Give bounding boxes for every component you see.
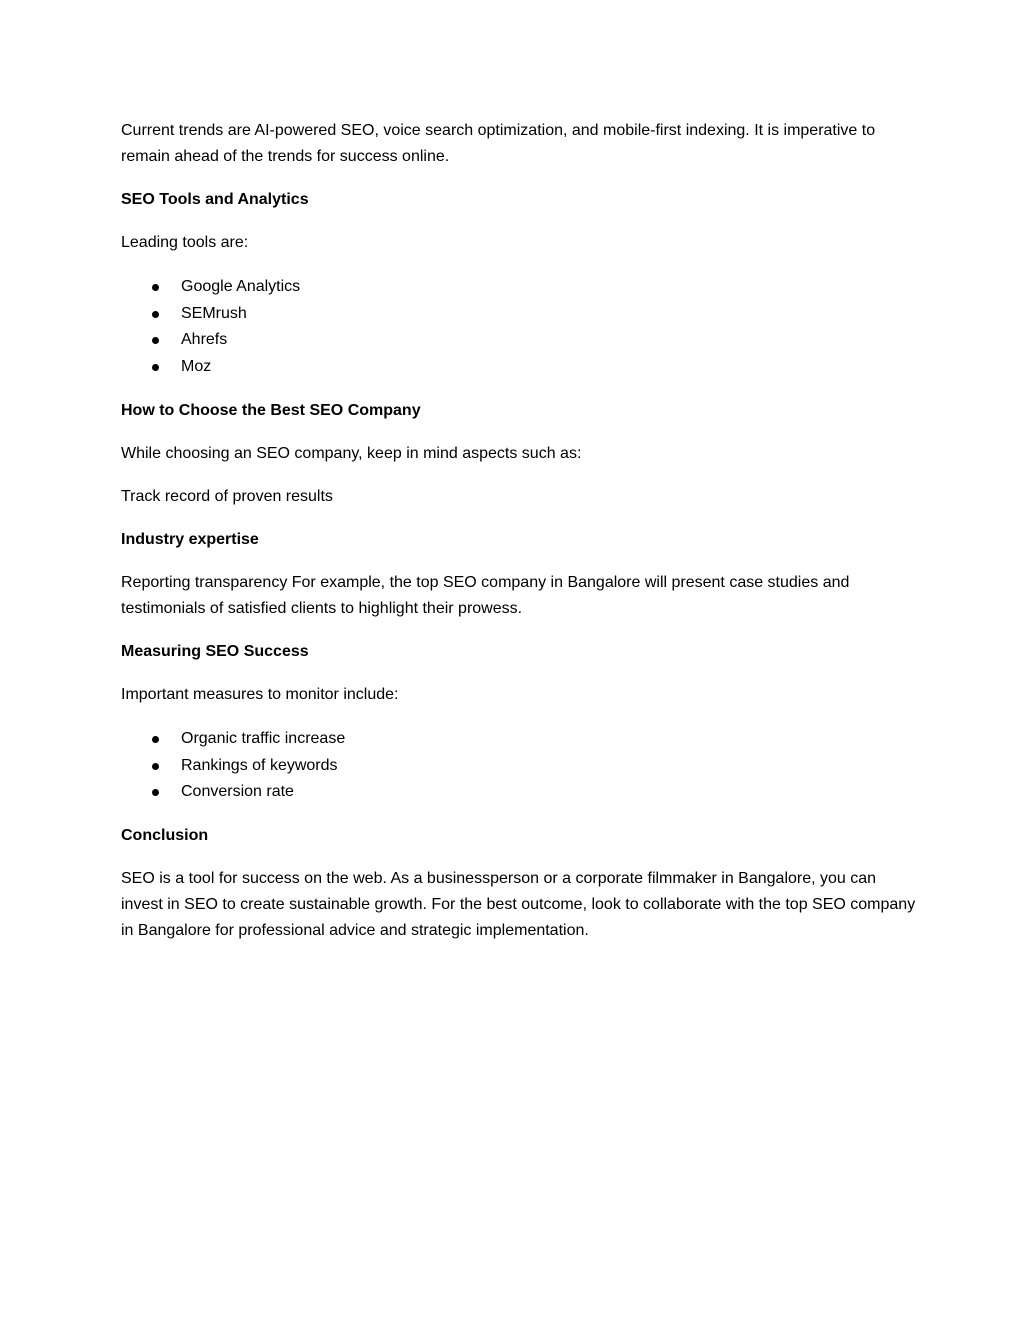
measures-list <box>121 726 921 806</box>
bullet-icon <box>152 789 159 796</box>
list-item <box>121 301 921 328</box>
list-item-label: Google Analytics <box>181 278 301 295</box>
list-item-label: Conversion rate <box>181 783 294 801</box>
list-item-label: Ahrefs <box>181 331 228 349</box>
list-item <box>121 354 921 381</box>
reporting-paragraph: Reporting transparency For example, the top SEO company in Bangalore will present case studies and testimonials of satisfied clients to highlight their prowess. <box>121 573 850 617</box>
list-item <box>121 726 921 753</box>
tools-heading: SEO Tools and Analytics <box>121 191 309 208</box>
list-item-label: Organic traffic increase <box>181 729 346 747</box>
list-item <box>121 274 921 301</box>
tools-list <box>121 274 921 381</box>
bullet-icon <box>152 736 159 743</box>
bullet-icon <box>152 284 159 291</box>
list-item <box>121 779 921 806</box>
bullet-icon <box>152 311 159 318</box>
list-item-label: SEMrush <box>181 304 247 322</box>
choose-intro: While choosing an SEO company, keep in mind aspects such as: <box>121 444 582 462</box>
list-item <box>121 753 921 780</box>
bullet-icon <box>152 364 159 371</box>
document-page <box>121 118 921 961</box>
industry-heading: Industry expertise <box>121 530 259 548</box>
list-item-label: Moz <box>181 358 212 376</box>
intro-paragraph: Current trends are AI-powered SEO, voice search optimization, and mobile-first indexing. It is imperative to remain ahead of the trends for success online. <box>121 122 876 165</box>
measuring-heading: Measuring SEO Success <box>121 642 309 660</box>
bullet-icon <box>152 337 159 344</box>
choose-heading: How to Choose the Best SEO Company <box>121 401 421 419</box>
tools-intro: Leading tools are: <box>121 234 249 251</box>
conclusion-paragraph: SEO is a tool for success on the web. As a businessperson or a corporate filmmaker in Bangalore, you can invest in SEO to create sustainable growth. For the best outcome, look to collaborate with the top SEO company in Bangalore for professional advice and strategic implementation. <box>121 869 916 939</box>
measuring-intro: Important measures to monitor include: <box>121 685 399 703</box>
list-item <box>121 327 921 354</box>
bullet-icon <box>152 763 159 770</box>
track-record: Track record of proven results <box>121 487 333 505</box>
conclusion-heading: Conclusion <box>121 826 209 844</box>
list-item-label: Rankings of keywords <box>181 756 338 774</box>
